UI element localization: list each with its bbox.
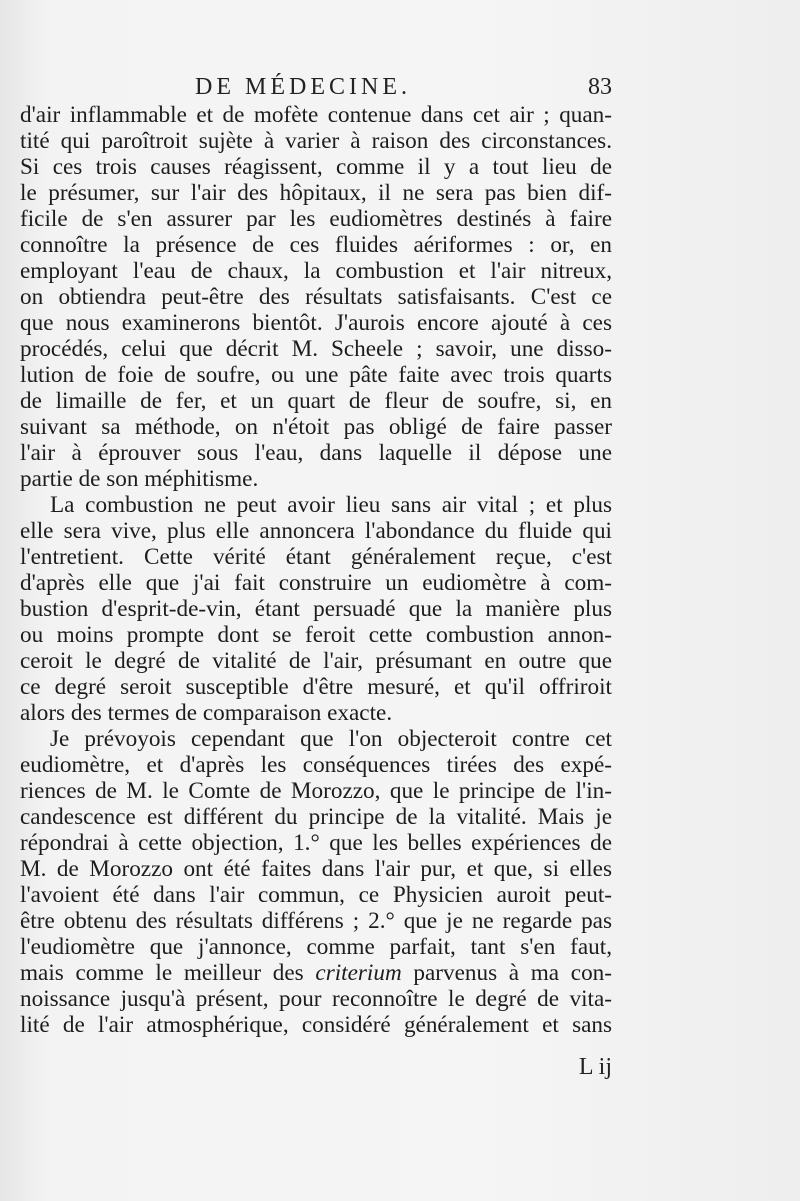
text-fragment: parvenus à ma con-	[401, 960, 612, 986]
page-number: 83	[588, 74, 612, 100]
text-line: bustion d'esprit-de-vin, étant persuadé que la manière plus	[20, 596, 612, 622]
text-line: Je prévoyois cependant que l'on objecteroit contre cet	[50, 726, 612, 752]
text-line: M. de Morozzo ont été faites dans l'air pur, et que, si elles	[20, 856, 612, 882]
text-line: Si ces trois causes réagissent, comme il y a tout lieu de	[20, 154, 612, 180]
text-line: noissance jusqu'à présent, pour reconnoître le degré de vita-	[20, 986, 612, 1012]
text-line: ou moins prompte dont se feroit cette combustion annon-	[20, 622, 612, 648]
text-line: l'entretient. Cette vérité étant généralement reçue, c'est	[20, 544, 612, 570]
text-line: que nous examinerons bientôt. J'aurois encore ajouté à ces	[20, 310, 612, 336]
text-line: candescence est différent du principe de la vitalité. Mais je	[20, 804, 612, 830]
text-line: être obtenu des résultats différens ; 2.° que je ne regarde pas	[20, 908, 612, 934]
text-line: l'eudiomètre que j'annonce, comme parfait, tant s'en faut,	[20, 934, 612, 960]
text-line: de limaille de fer, et un quart de fleur de soufre, si, en	[20, 388, 612, 414]
text-line: eudiomètre, et d'après les conséquences tirées des expé-	[20, 752, 612, 778]
text-line: connoître la présence de ces fluides aériformes : or, en	[20, 232, 612, 258]
text-line: l'air à éprouver sous l'eau, dans laquelle il dépose une	[20, 440, 612, 466]
text-line: lité de l'air atmosphérique, considéré généralement et sans	[20, 1012, 612, 1038]
text-line: répondrai à cette objection, 1.° que les belles expériences de	[20, 830, 612, 856]
text-line: on obtiendra peut-être des résultats satisfaisants. C'est ce	[20, 284, 612, 310]
body-text	[20, 102, 612, 1038]
text-line: alors des termes de comparaison exacte.	[20, 700, 393, 726]
text-line: ficile de s'en assurer par les eudiomètres destinés à faire	[20, 206, 612, 232]
text-line: le présumer, sur l'air des hôpitaux, il ne sera pas bien dif-	[20, 180, 612, 206]
text-fragment: mais comme le meilleur des	[20, 960, 316, 986]
text-line: suivant sa méthode, on n'étoit pas obligé de faire passer	[20, 414, 612, 440]
text-line: riences de M. le Comte de Morozzo, que le principe de l'in-	[20, 778, 612, 804]
text-line: d'après elle que j'ai fait construire un eudiomètre à com-	[20, 570, 612, 596]
italic-term: criterium	[315, 960, 402, 986]
text-line: procédés, celui que décrit M. Scheele ; savoir, une disso-	[20, 336, 612, 362]
text-line: partie de son méphitisme.	[20, 466, 259, 492]
text-line: ce degré seroit susceptible d'être mesuré, et qu'il offriroit	[20, 674, 612, 700]
text-line: l'avoient été dans l'air commun, ce Physicien auroit peut-	[20, 882, 612, 908]
running-head: DE MÉDECINE.	[195, 74, 411, 100]
text-line: tité qui paroîtroit sujète à varier à raison des circonstances.	[20, 128, 612, 154]
signature-mark: L ij	[578, 1054, 612, 1080]
text-line: elle sera vive, plus elle annoncera l'abondance du fluide qui	[20, 518, 612, 544]
text-line: La combustion ne peut avoir lieu sans air vital ; et plus	[50, 492, 612, 518]
text-line: ceroit le degré de vitalité de l'air, présumant en outre que	[20, 648, 612, 674]
text-line: employant l'eau de chaux, la combustion et l'air nitreux,	[20, 258, 612, 284]
text-line: d'air inflammable et de mofète contenue dans cet air ; quan-	[20, 102, 612, 128]
text-line	[20, 960, 612, 986]
text-line: lution de foie de soufre, ou une pâte faite avec trois quarts	[20, 362, 612, 388]
